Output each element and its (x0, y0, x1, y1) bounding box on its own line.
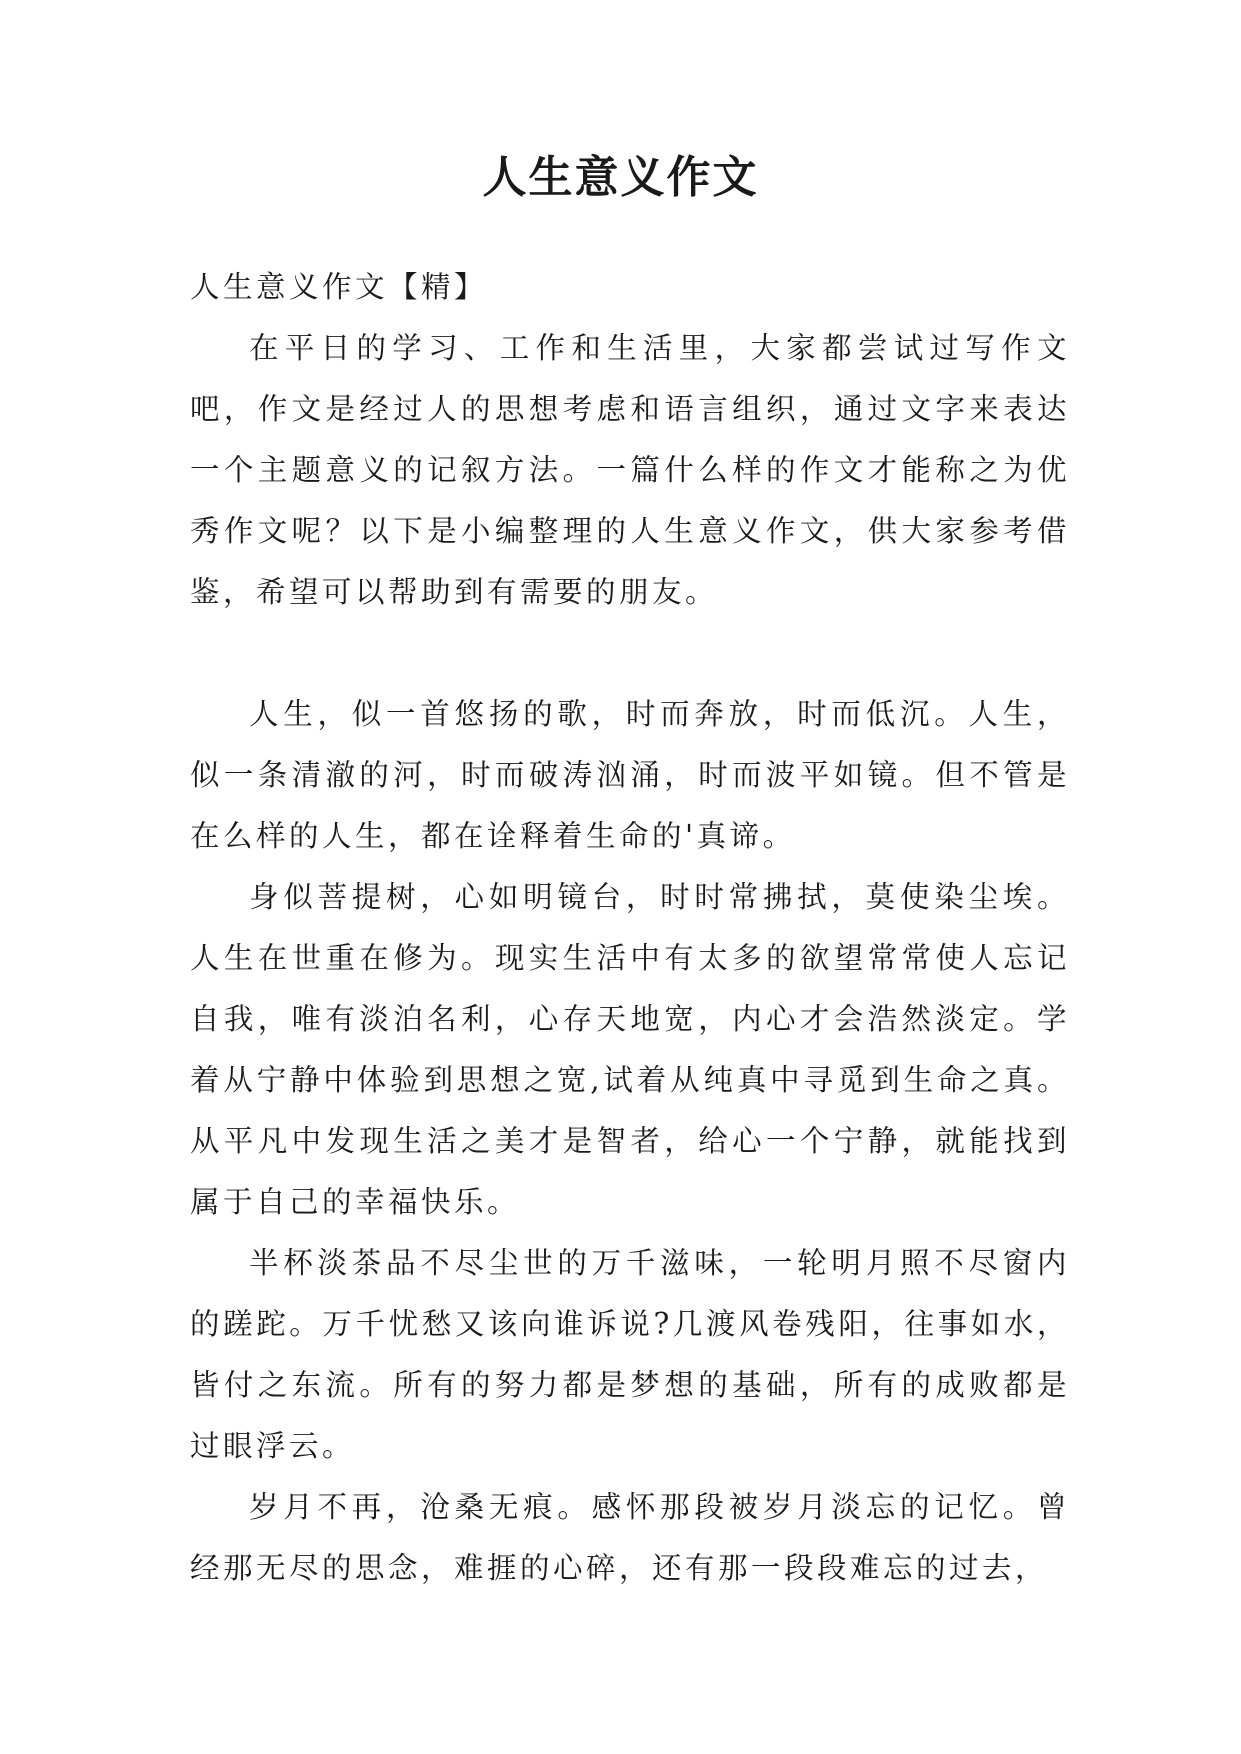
paragraph-1: 人生，似一首悠扬的歌，时而奔放，时而低沉。人生，似一条清澈的河，时而破涛汹涌，时而波平如镜。但不管是在么样的人生，都在诠释着生命的'真谛。 (190, 697, 1070, 853)
document-subtitle: 人生意义作文【精】 (190, 270, 488, 304)
paragraph-intro: 在平日的学习、工作和生活里，大家都尝试过写作文吧，作文是经过人的思想考虑和语言组织，通过文字来表达一个主题意义的记叙方法。一篇什么样的作文才能称之为优秀作文呢？以下是小编整理的人生意义作文，供大家参考借鉴，希望可以帮助到有需要的朋友。 (190, 331, 1070, 609)
paragraph-2: 身似菩提树，心如明镜台，时时常拂拭，莫使染尘埃。人生在世重在修为。现实生活中有太多的欲望常常使人忘记自我，唯有淡泊名利，心存天地宽，内心才会浩然淡定。学着从宁静中体验到思想之宽,试着从纯真中寻觅到生命之真。从平凡中发现生活之美才是智者，给心一个宁静，就能找到属于自己的幸福快乐。 (190, 880, 1070, 1219)
document-body (190, 257, 1070, 1599)
paragraph-4: 岁月不再，沧桑无痕。感怀那段被岁月淡忘的记忆。曾经那无尽的思念，难捱的心碎，还有那一段段难忘的过去， (190, 1490, 1070, 1585)
paragraph-3: 半杯淡茶品不尽尘世的万千滋味，一轮明月照不尽窗内的蹉跎。万千忧愁又该向谁诉说?几渡风卷残阳，往事如水，皆付之东流。所有的努力都是梦想的基础，所有的成败都是过眼浮云。 (190, 1246, 1070, 1463)
document-title: 人生意义作文 (482, 152, 759, 203)
